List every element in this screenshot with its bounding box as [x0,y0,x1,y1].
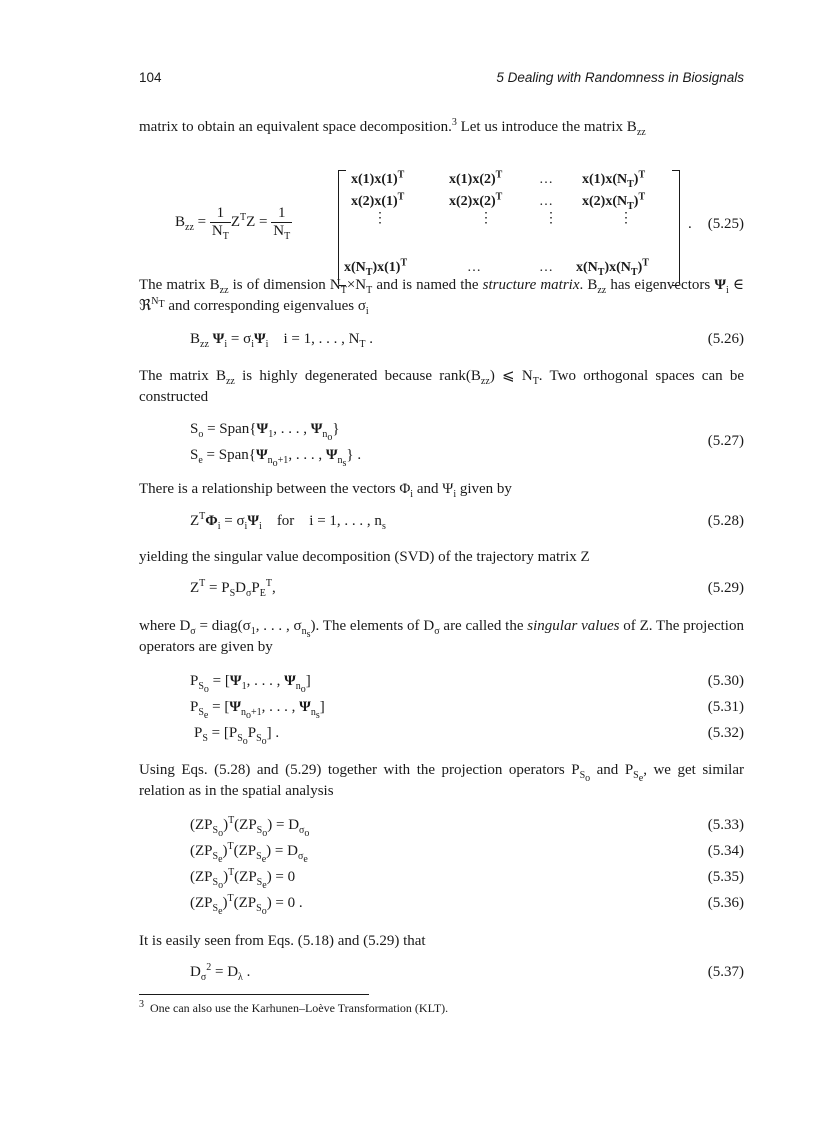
equation-number: (5.34) [707,843,744,859]
paragraph-intro: matrix to obtain an equivalent space decomposition.$^3$ Let us introduce the matrix $B_{zz}$ [139,117,646,138]
equation-number: (5.27) [707,433,744,449]
equation-5-25-lhs: $B_{zz}$ = $\frac{1}{N_T}$ $Z^TZ$ = $\frac{1}{N_T}$ [175,205,291,242]
equation-number: (5.28) [707,513,744,529]
paragraph-projection: Using Eqs. (5.28) and (5.29) together with the projection operators $P_{S_o}$ and $P_{S_e}$, we get similar relation as in the spatial analysis [139,762,744,799]
matrix-cell: $x(1)x(N_T)^T$ [582,169,646,190]
paragraph-conclusion: It is easily seen from Eqs. (5.18) and (5.29) that [139,933,426,949]
equation-number: (5.35) [707,869,744,885]
matrix-cell: $x(N_T)x(1)^T$ [344,257,408,278]
matrix-cell: $x(1)x(1)^T$ [351,169,405,187]
equation-5-25-period: . [688,216,692,232]
footnote: $^3$ One can also use the Karhunen–Loève Transformation (KLT). [139,999,449,1015]
equation-number: (5.37) [707,964,744,980]
equation-number: (5.25) [707,216,744,232]
matrix-vdots: ⋮ [479,211,493,226]
matrix-cell: $x(1)x(2)^T$ [449,169,503,187]
matrix-cell: … [539,172,553,187]
matrix-vdots: ⋮ [544,211,558,226]
paragraph-svd: yielding the singular value decomposition (SVD) of the trajectory matrix Z [139,549,590,565]
equation-number: (5.36) [707,895,744,911]
equation-5-31: $P_{S_e} = [\Psi_{n_o+1}$, . . . , $\Psi_{n_s}$] [190,699,325,721]
equation-number: (5.29) [707,580,744,596]
equation-5-27-b: $S_e$ = $Span\{\Psi_{n_o+1}$, . . . , $\Psi_{n_s}$} . [190,447,362,469]
equation-5-27-a: $S_o$ = $Span\{\Psi_1$, . . . , $\Psi_{n_o}$} [190,421,340,443]
equation-5-26: $B_{zz}$ $\Psi_i = \sigma_i\Psi_i$ i = 1, . . . , $N_T$ . [190,331,374,350]
matrix-cell: … [467,260,481,275]
equation-number: (5.32) [707,725,744,741]
paragraph-relationship: There is a relationship between the vectors $\Phi_i$ and $\Psi_i$ given by [139,481,512,500]
equation-5-28: $Z^T\Phi_i = \sigma_i\Psi_i$ for i = 1, . . . , $n_s$ [190,511,386,532]
paragraph-singular-values: where $D_\sigma$ = $diag(\sigma_1$, . . . , $\sigma_{n_s}$). The elements of $D_\sigma$ are called the singular values of Z. The projection operators are given by [139,618,744,655]
equation-5-33: $(ZP_{S_o})^T(ZP_{S_o}) = D_{\sigma_o}$ [190,815,310,839]
equation-number: (5.30) [707,673,744,689]
matrix-cell: $x(2)x(2)^T$ [449,191,503,209]
footnote-rule [139,994,369,995]
equation-number: (5.26) [707,331,744,347]
paragraph-degenerate: The matrix $B_{zz}$ is highly degenerated because $rank(B_{zz})$ ⩽ $N_T$. Two orthogonal spaces can be constructed [139,368,744,405]
equation-5-32: $P_S = [P_{S_o}P_{S_o}]$ . [194,725,280,747]
equation-5-36: $(ZP_{S_e})^T(ZP_{S_o}) = 0$ . [190,893,303,917]
equation-5-35: $(ZP_{S_o})^T(ZP_{S_e}) = 0$ [190,867,296,891]
matrix-cell: $x(2)x(1)^T$ [351,191,405,209]
footnote-ref: 3 [451,117,457,128]
running-title: 5 Dealing with Randomness in Biosignals [496,70,744,85]
structure-matrix [338,170,680,284]
matrix-cell: $x(2)x(N_T)^T$ [582,191,646,212]
equation-5-37: $D_\sigma^2 = D_\lambda$ . [190,962,251,983]
equation-5-29: $Z^T = P_SD_\sigma P_E^T$, [190,578,276,599]
equation-number: (5.33) [707,817,744,833]
matrix-cell: … [539,194,553,209]
matrix-vdots: ⋮ [619,211,633,226]
paragraph-structure-matrix: The matrix $B_{zz}$ is of dimension $N_T\times N_T$ and is named the structure matrix. $B_{zz}$ has eigenvectors $\Psi_i$ ∈ ℜ$^{N_T}$ and corresponding eigenvalues $\sigma_i$ [139,277,744,317]
matrix-vdots: ⋮ [373,211,387,226]
matrix-cell: … [539,260,553,275]
equation-number: (5.31) [707,699,744,715]
equation-5-34: $(ZP_{S_e})^T(ZP_{S_e}) = D_{\sigma_e}$ [190,841,308,865]
matrix-cell: $x(N_T)x(N_T)^T$ [576,257,649,278]
equation-5-30: $P_{S_o} = [\Psi_1$, . . . , $\Psi_{n_o}$] [190,673,311,695]
page-number: 104 [139,70,162,85]
